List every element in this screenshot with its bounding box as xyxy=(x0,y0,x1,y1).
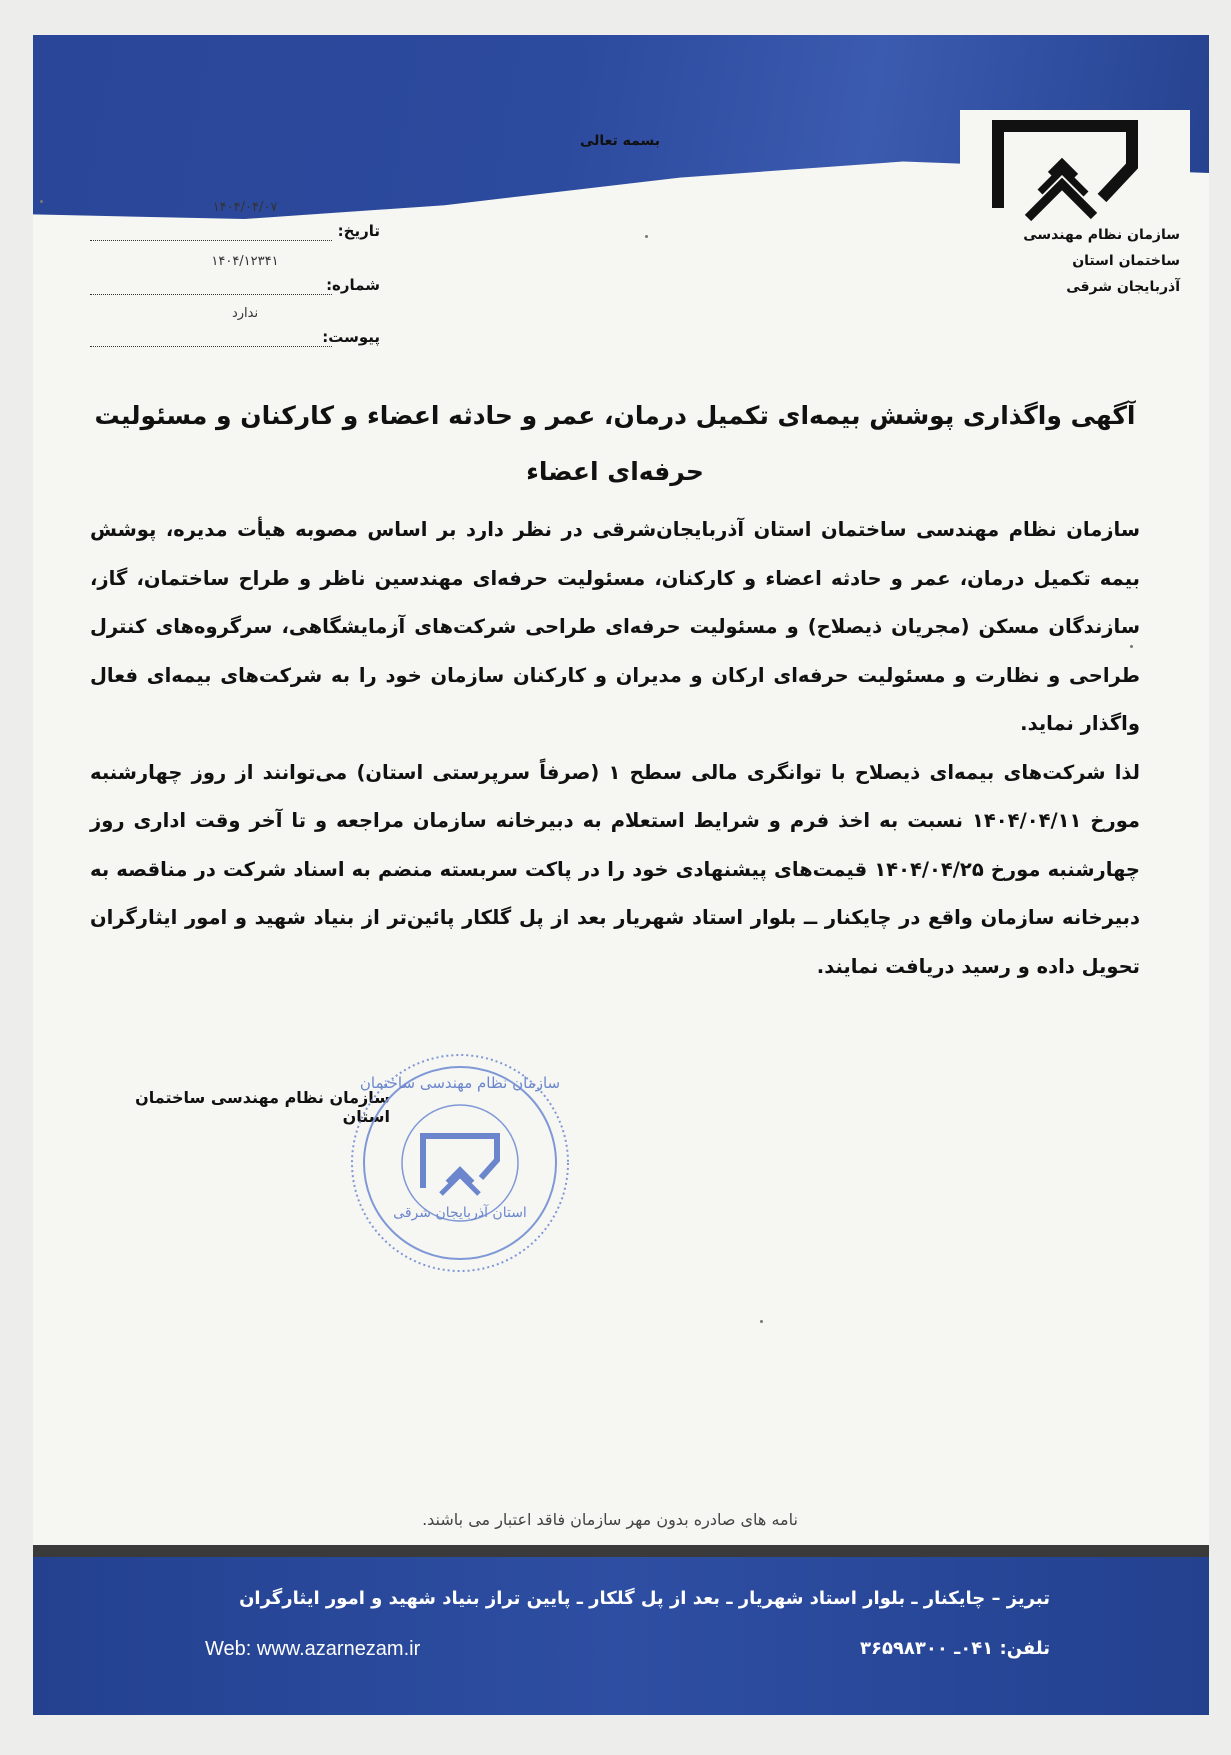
organization-name-line2: آذربایجان شرقی xyxy=(1066,279,1180,295)
document-body xyxy=(90,506,1140,991)
body-paragraph-1: سازمان نظام مهندسی ساختمان استان آذربایجان‌شرقی در نظر دارد بر اساس مصوبه هیأت مدیره، پوشش بیمه تکمیل درمان، عمر و حادثه اعضاء و کارکنان، مسئولیت حرفه‌ای مهندسین ناظر و طراح ساختمان، گاز، سازندگان مسکن (مجریان ذیصلاح) و مسئولیت حرفه‌ای طراحی شرکت‌های آزمایشگاهی، سرگروه‌های کنترل طراحی و نظارت و مسئولیت حرفه‌ای ارکان و مدیران و کارکنان سازمان خود را به شرکت‌های بیمه‌ای فعال واگذار نماید. xyxy=(90,518,1140,735)
number-line xyxy=(90,294,332,295)
scan-speck xyxy=(1130,645,1133,648)
footer-phone: تلفن: ۰۴۱ـ ۳۶۵۹۸۳۰۰ xyxy=(859,1638,1050,1659)
scan-speck xyxy=(760,1320,763,1323)
footer-band xyxy=(33,1557,1209,1715)
stamp-top-text: سازمان نظام مهندسی ساختمان xyxy=(359,1074,561,1092)
scan-speck xyxy=(40,200,43,203)
attachment-field xyxy=(90,306,380,352)
scan-speck xyxy=(645,235,648,238)
signer-name: سازمان نظام مهندسی ساختمان استان xyxy=(135,1088,390,1126)
number-value: ۱۴۰۴/۱۲۳۴۱ xyxy=(211,254,279,269)
organization-name xyxy=(960,222,1180,300)
organization-name-line1: سازمان نظام مهندسی ساختمان استان xyxy=(1023,227,1180,269)
document-title: آگهی واگذاری پوشش بیمه‌ای تکمیل درمان، عمر و حادثه اعضاء و کارکنان و مسئولیت حرفه‌ای اعضاء xyxy=(94,401,1136,486)
attachment-value: ندارد xyxy=(231,306,259,321)
footer-website: Web: www.azarnezam.ir xyxy=(205,1638,421,1660)
attachment-label: پیوست: xyxy=(322,328,380,346)
stamp-bottom-text: استان آذربایجان شرقی xyxy=(393,1205,527,1221)
date-value: ۱۴۰۴/۰۴/۰۷ xyxy=(212,200,278,215)
footer-address: تبریز – چایکنار ـ بلوار استاد شهریار ـ بعد از پل گلکار ـ پایین تراز بنیاد شهید و امور ایثارگران xyxy=(239,1588,1050,1609)
organization-logo xyxy=(990,118,1140,223)
validity-note: نامه های صادره بدون مهر سازمان فاقد اعتبار می باشند. xyxy=(422,1510,798,1529)
number-label: شماره: xyxy=(326,276,380,294)
date-field xyxy=(90,200,380,246)
footer-divider xyxy=(33,1545,1209,1557)
number-field xyxy=(90,254,380,300)
body-paragraph-2: لذا شرکت‌های بیمه‌ای ذیصلاح با توانگری مالی سطح ۱ (صرفاً سرپرستی استان) می‌توانند از روز چهارشنبه مورخ ۱۴۰۴/۰۴/۱۱ نسبت به اخذ فرم و شرایط استعلام به دبیرخانه سازمان مراجعه و تا آخر وقت اداری روز چهارشنبه مورخ ۱۴۰۴/۰۴/۲۵ قیمت‌های پیشنهادی خود را در پاکت سربسته منضم به اسناد شرکت در مناقصه به دبیرخانه سازمان واقع در چایکنار ــ بلوار استاد شهریار بعد از پل گلکار پائین‌تر از بنیاد شهید و امور ایثارگران تحویل داده و رسید دریافت نمایند. xyxy=(90,760,1141,978)
date-label: تاریخ: xyxy=(337,222,380,240)
date-line xyxy=(90,240,332,241)
basmala: بسمه تعالی xyxy=(579,133,661,149)
attachment-line xyxy=(90,346,332,347)
organization-stamp xyxy=(345,1048,575,1278)
